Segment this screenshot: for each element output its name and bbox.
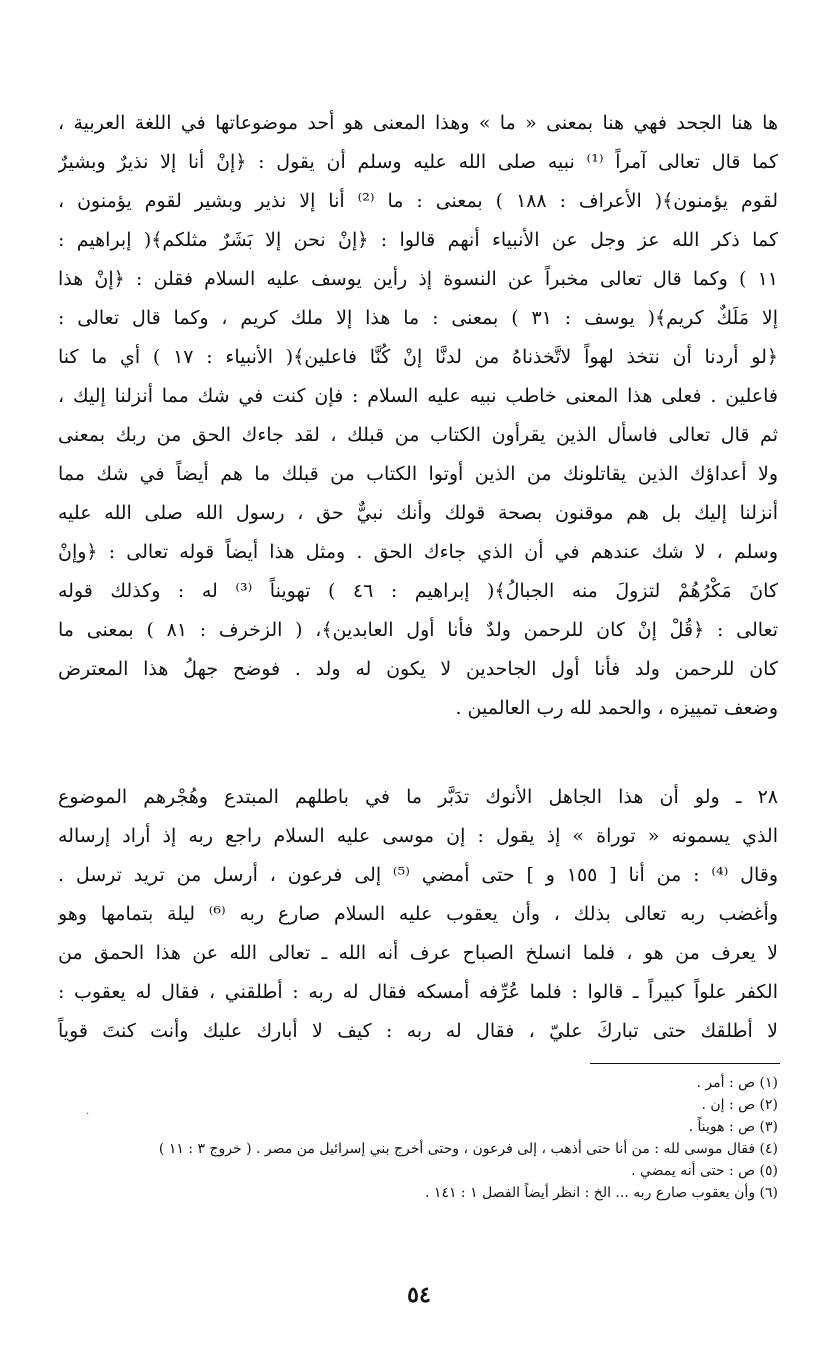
text-line: ١١ ) وكما قال تعالى مخبراً عن النسوة إذ رأين يوسف عليه السلام فقلن : ﴿إنْ هذا: [58, 268, 778, 290]
footnote: (٣) ص : هويناً .: [688, 1119, 778, 1135]
text-line: وضعف تمييزه ، والحمد لله رب العالمين .: [455, 697, 778, 719]
text-line: تعالى : ﴿قُلْ إنْ كان للرحمن ولدٌ فأنا أول العابدين﴾، ( الزخرف : ٨١ ) بمعنى ما: [58, 619, 778, 641]
text-line: وقال ⁽⁴⁾ : من أنا [ ١٥٥ و ] حتى أمضي ⁽⁵⁾ إلى فرعون ، أرسل من تريد ترسل .: [58, 864, 778, 886]
text-line: كانَ مَكْرُهُمْ لتزولَ منه الجبالُ﴾( إبراهيم : ٤٦ ) تهويناً ⁽³⁾ له : وكذلك قوله: [58, 580, 778, 602]
stray-mark: .: [86, 1106, 90, 1117]
paragraph-1: [58, 104, 778, 728]
footnote: (٦) وأن يعقوب صارع ربه ... الخ : انظر أيضاً الفصل ١ : ١٤١ .: [425, 1185, 778, 1201]
text-line: ٢٨ ـ ولو أن هذا الجاهل الأنوك تدَبَّر ما في باطلهم المبتدع وهُجْرهم الموضوع: [58, 786, 778, 808]
text-line: كما ذكر الله عز وجل عن الأنبياء أنهم قالوا : ﴿إنْ نحن إلا بَشَرٌ مثلكم﴾( إبراهيم :: [58, 229, 778, 251]
text-line: ثم قال تعالى فاسأل الذين يقرأون الكتاب من قبلك ، لقد جاءك الحق من ربك بمعنى: [58, 424, 778, 446]
footnotes: [58, 1072, 778, 1204]
text-line: وسلم ، لا شك عندهم في أن الذي جاءك الحق . ومثل هذا أيضاً قوله تعالى : ﴿وإنْ: [58, 541, 778, 563]
text-line: ها هنا الجحد فهي هنا بمعنى « ما » وهذا المعنى هو أحد موضوعاتها في اللغة العربية ،: [58, 112, 778, 134]
text-line: وأغضب ربه تعالى بذلك ، وأن يعقوب عليه السلام صارع ربه ⁽⁶⁾ ليلة بتمامها وهو: [58, 903, 778, 925]
text-line: لقوم يؤمنون﴾( الأعراف : ١٨٨ ) بمعنى : ما ⁽²⁾ أنا إلا نذير وبشير لقوم يؤمنون ،: [58, 190, 778, 212]
footnote: (٤) فقال موسى لله : من أنا حتى أذهب ، إلى فرعون ، وحتى أخرج بني إسرائيل من مصر . ( خروج ٣ : ١١ ): [158, 1141, 778, 1157]
footnote-separator: [590, 1063, 780, 1064]
page-number: ٥٤: [407, 1282, 431, 1308]
text-line: كان للرحمن ولد فأنا أول الجاحدين لا يكون له ولد . فوضح جهلُ هذا المعترض: [58, 658, 778, 680]
footnote: (٢) ص : إن .: [701, 1097, 778, 1113]
text-line: كما قال تعالى آمراً ⁽¹⁾ نبيه صلى الله عليه وسلم أن يقول : ﴿إنْ أنا إلا نذيرٌ وبشيرٌ: [58, 151, 778, 173]
footnote: (١) ص : أمر .: [696, 1075, 778, 1091]
text-line: لا أطلقك حتى تباركَ عليّ ، فقال له ربه : كيف لا أبارك عليك وأنت كنتَ قوياً: [58, 1020, 778, 1042]
text-line: ﴿لو أردنا أن نتخذ لهواً لاتَّخذناهُ من لدنَّا إنْ كُنَّا فاعلين﴾( الأنبياء : ١٧ ) أي ما كنا: [58, 346, 778, 368]
text-line: ولا أعداؤك الذين يقاتلونك من الذين أوتوا الكتاب من قبلك ما هم أيضاً في شك مما: [58, 463, 778, 485]
text-line: الكفر علواً كبيراً ـ قالوا : فلما عُرِّفه أمسكه فقال له ربه : أطلقني ، فقال له يعقوب :: [58, 981, 778, 1003]
footnote: (٥) ص : حتى أنه يمضي .: [631, 1163, 778, 1179]
text-line: إلا مَلَكٌ كريم﴾( يوسف : ٣١ ) بمعنى : ما هذا إلا ملك كريم ، وكما قال تعالى :: [58, 307, 778, 329]
text-line: أنزلنا إليك بل هم موقنون بصحة قولك وأنك نبيٌّ حق ، رسول الله صلى الله عليه: [58, 502, 778, 524]
text-line: الذي يسمونه « توراة » إذ يقول : إن موسى عليه السلام راجع ربه إذ أراد إرساله: [58, 825, 778, 847]
text-line: فاعلين . فعلى هذا المعنى خاطب نبيه عليه السلام : فإن كنت في شك مما أنزلنا إليك ،: [58, 385, 778, 407]
text-line: لا يعرف من هو ، فلما انسلخ الصباح عرف أنه الله ـ تعالى الله عن هذا الحمق من: [58, 942, 778, 964]
paragraph-2: [58, 778, 778, 1051]
